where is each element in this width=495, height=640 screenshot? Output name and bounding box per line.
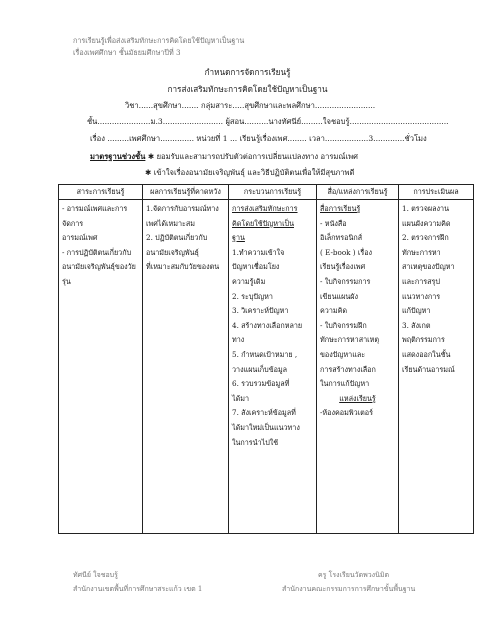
cell-line: 3. สังเกต	[402, 320, 431, 330]
table-header-row	[59, 185, 474, 200]
cell-line: 3. วิเคราะห์ปัญหา	[232, 306, 289, 316]
process-heading: การส่งเสริมทักษะการ	[232, 204, 298, 213]
standard-row	[90, 151, 358, 163]
cell-line: ความคิด	[320, 306, 348, 316]
cell-line: 5. กำหนดเป้าหมาย ,	[232, 349, 298, 359]
cell-line: ทักษะการหาสาเหตุ	[320, 335, 379, 345]
cell-line: 7. สังเคราะห์ข้อมูลที่	[232, 408, 296, 418]
cell-line: อารมณ์เพศ	[62, 233, 98, 243]
cell-line: ในการแก้ปัญหา	[320, 379, 370, 389]
cell-line: - การปฏิบัติตนเกี่ยวกับ	[62, 247, 132, 257]
cell-line: ในการนำไปใช้	[232, 437, 279, 447]
cell-line: วางแผนเก็บข้อมูล	[232, 364, 288, 374]
cell-line: -ห้องคอมพิวเตอร์	[320, 408, 373, 418]
cell-line: ได้มา	[232, 393, 250, 403]
process-cell	[229, 200, 317, 534]
standard-bullet-1: ✱ ยอมรับและสามารถปรับตัวต่อการเปลี่ยนแปลงทาง อารมณ์เพศ	[147, 152, 358, 161]
cell-line: 1.จัดการกับอารมณ์ทาง	[146, 204, 219, 213]
cell-line: อนามัยเจริญพันธุ์ของวัยรุ่น	[62, 262, 136, 286]
footer-author: ทัศนีย์ ใจชอบรู้	[73, 571, 118, 579]
cell-line: ได้มาใหม่เป็นแนวทาง	[232, 422, 300, 432]
footer-school: ครู โรงเรียนวัดพวงนิมิต	[318, 571, 390, 579]
cell-line: 2. ระบุปัญหา	[232, 291, 273, 301]
table-row	[59, 200, 474, 534]
cell-line: สาเหตุของปัญหา	[402, 262, 455, 272]
cell-line: - หนังสือ	[320, 218, 347, 228]
running-header-subtitle: เรื่องเพศศึกษา ชั้นมัธยมศึกษาปีที่ 3	[73, 48, 181, 57]
page-subtitle: การส่งเสริมทักษะการคิดโดยใช้ปัญหาเป็นฐาน	[167, 84, 328, 94]
cell-line: พฤติกรรมการ	[402, 335, 445, 345]
cell-line: แผนผังความคิด	[402, 218, 451, 228]
cell-line: อิเล็กทรอนิกส์	[320, 233, 363, 243]
cell-line: - อารมณ์เพศและการจัดการ	[62, 204, 128, 228]
cell-line: - ใบกิจกรรมฝึก	[320, 320, 367, 330]
column-header: ผลการเรียนรู้ที่คาดหวัง	[143, 185, 229, 200]
footer-area-right: สำนักงานคณะกรรมการการศึกษาขั้นพื้นฐาน	[282, 585, 416, 593]
cell-line: อนามัยเจริญพันธุ์	[146, 247, 199, 257]
cell-line: ปัญหาเชื่อมโยง	[232, 262, 280, 272]
footer-area-left: สำนักงานเขตพื้นที่การศึกษาสระแก้ว เขต 1	[73, 585, 203, 593]
cell-line: และการสรุป	[402, 276, 440, 286]
cell-line: ของปัญหาและ	[320, 349, 366, 359]
cell-line: ความรู้เดิม	[232, 276, 266, 286]
column-header: การประเมินผล	[399, 185, 474, 200]
cell-line: เรียนรู้เรื่องเพศ	[320, 262, 366, 272]
lesson-plan-table	[58, 184, 474, 534]
topic-unit-line: เรื่อง .........เพศศึกษา.............. หน่วยที่ 1 ... เรียนรู้เรื่องเพศ........ เวลา..................3.............ชั่วโมง	[90, 134, 427, 143]
cell-line: 1.ทำความเข้าใจ	[232, 247, 285, 257]
media-heading: สื่อการเรียนรู้	[320, 204, 361, 213]
cell-line: ที่เหมาะสมกับวัยของตน	[146, 262, 220, 272]
assessment-cell	[399, 200, 474, 534]
cell-line: เพศได้เหมาะสม	[146, 218, 195, 228]
cell-line: 4. สร้างทางเลือกหลาย	[232, 320, 303, 330]
cell-line: 6. รวบรวมข้อมูลที่	[232, 379, 290, 389]
running-header-title: การเรียนรู้เพื่อส่งเสริมทักษะการคิดโดยใช้ปัญหาเป็นฐาน	[73, 36, 245, 45]
class-teacher-line: ชั้น......................ม.3......................... ผู้สอน..........นางทัศนีย์.........ใจชอบรู้.........................................	[87, 117, 449, 126]
page-title: กำหนดการจัดการเรียนรู้	[204, 67, 291, 77]
standard-label: มาตรฐานช่วงชั้น	[90, 152, 146, 161]
cell-line: - ใบกิจกรรมการ	[320, 276, 371, 286]
column-header: สาระการเรียนรู้	[59, 185, 143, 200]
process-heading: ฐาน	[232, 233, 245, 243]
cell-line: 2. ตรวจการฝึก	[402, 233, 449, 243]
process-heading: คิดโดยใช้ปัญหาเป็น	[232, 218, 294, 228]
source-heading: แหล่งเรียนรู้	[339, 393, 376, 403]
cell-line: แสดงออกในชั้น	[402, 349, 451, 359]
subject-line: วิชา......สุขศึกษา....... กลุ่มสาระ.....สุขศึกษาและพลศึกษา.........................	[125, 101, 376, 110]
cell-line: เรียนด้านอารมณ์	[402, 364, 455, 374]
cell-line: 2. ปฏิบัติตนเกี่ยวกับ	[146, 233, 208, 243]
content-cell	[59, 200, 143, 534]
cell-line: เขียนแผนผัง	[320, 291, 358, 301]
column-header: สื่อ/แหล่งการเรียนรู้	[317, 185, 399, 200]
cell-line: ( E-book ) เรื่อง	[320, 247, 373, 257]
cell-line: แก้ปัญหา	[402, 306, 431, 316]
column-header: กระบวนการเรียนรู้	[229, 185, 317, 200]
standard-bullet-2: ✱ เข้าใจเรื่องอนามัยเจริญพันธุ์ และวิธีปฏิบัติตนเพื่อให้มีสุขภาพดี	[145, 168, 355, 177]
outcomes-cell	[143, 200, 229, 534]
cell-line: ทักษะการหา	[402, 247, 441, 257]
cell-line: การสร้างทางเลือก	[320, 364, 376, 374]
cell-line: 1. ตรวจผลงาน	[402, 204, 449, 213]
cell-line: แนวทางการ	[402, 291, 441, 301]
cell-line: ทาง	[232, 335, 245, 345]
media-cell	[317, 200, 399, 534]
